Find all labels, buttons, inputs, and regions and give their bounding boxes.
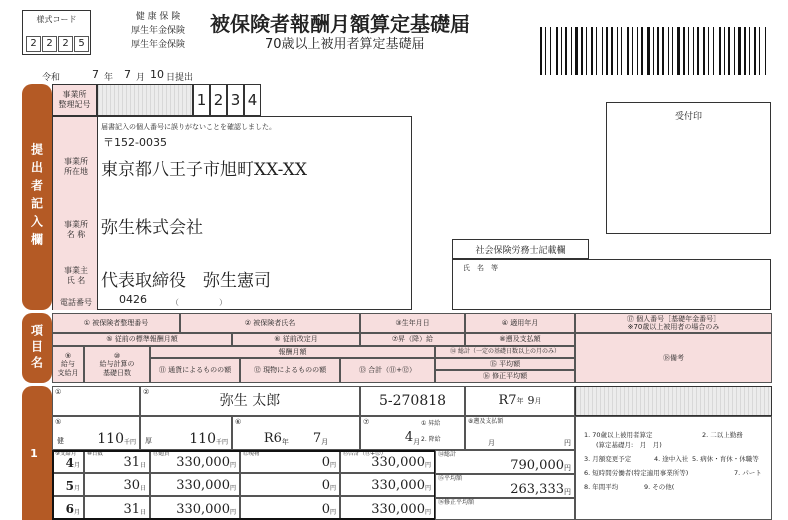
header-retro: ⑧遡及支払額 xyxy=(465,333,575,346)
average-label: ⑮平均額 xyxy=(438,475,463,482)
remark-option: 3. 月額変更予定 xyxy=(584,455,632,463)
birth-date[interactable]: 5-270818 xyxy=(360,386,465,416)
grand-total-cell[interactable] xyxy=(435,450,575,474)
yen-unit: 円 xyxy=(229,508,236,516)
items-side-label xyxy=(22,313,52,383)
health-label: 健 xyxy=(57,437,64,445)
header-insured-number: ① 被保険者整理番号 xyxy=(52,313,180,333)
raise-cell[interactable]: ⑦ 4 月 ① 昇給 2. 降給 xyxy=(360,416,465,450)
month-unit: 月 xyxy=(534,396,542,405)
owner-label: 事業主 氏 名 xyxy=(64,266,88,286)
yen-unit: 円 xyxy=(564,439,571,447)
header-prev-revision: ⑥ 従前改定月 xyxy=(232,333,360,346)
corrected-average-label: ⑯修正平均額 xyxy=(438,499,475,506)
retro-cell[interactable] xyxy=(465,416,575,450)
raise-option: ① 昇給 xyxy=(421,420,441,427)
currency-cell[interactable] xyxy=(150,496,240,520)
day-unit: 日 xyxy=(139,508,146,516)
header-17-note: ※70歳以上被用者の場合のみ xyxy=(627,323,720,331)
pay-month-cell[interactable] xyxy=(52,473,84,496)
era-label: 令和 xyxy=(42,73,61,83)
office-address[interactable]: 東京都八王子市旭町XX-XX xyxy=(101,160,307,180)
header-corrected-average: ⑯ 修正平均額 xyxy=(435,370,575,383)
raise-month: 4 xyxy=(404,429,414,445)
goods-amount: 0 xyxy=(321,455,330,471)
yen-unit: 円 xyxy=(424,462,431,470)
total-amount: 330,000 xyxy=(371,501,425,517)
pay-month: 5 xyxy=(65,478,74,493)
pay-month-cell[interactable] xyxy=(52,450,84,473)
unit: 千円 xyxy=(123,438,136,446)
remark-option: 1. 70歳以上被用者算定 xyxy=(584,431,653,439)
total-label: ⑬合計（⑪+⑫） xyxy=(343,451,387,457)
header-insured-name: ② 被保険者氏名 xyxy=(180,313,360,333)
insured-number-cell[interactable] xyxy=(52,386,140,416)
month-unit: 月 xyxy=(321,437,329,446)
goods-cell[interactable] xyxy=(240,496,340,520)
average-cell[interactable] xyxy=(435,474,575,498)
goods-cell[interactable] xyxy=(240,473,340,496)
office-number xyxy=(193,84,261,116)
month-unit: 月 xyxy=(73,485,80,493)
name-label: 事業所 名 称 xyxy=(64,220,88,240)
insurance-type: 厚生年金保険 xyxy=(131,40,186,50)
sharoushi-name-label: 氏 名 等 xyxy=(463,264,498,272)
base-days-cell[interactable] xyxy=(84,496,150,520)
header-prev-salary: ⑤ 従前の標準報酬月額 xyxy=(52,333,232,346)
corrected-average-cell[interactable] xyxy=(435,498,575,520)
prev-pension-value: 110 xyxy=(189,430,216,447)
office-info-block xyxy=(52,116,412,310)
confirm-note: 届書記入の個人番号に誤りがないことを確認しました。 xyxy=(101,123,276,131)
yen-unit: 円 xyxy=(229,462,236,470)
header-total: ⑬ 合計（⑪+⑫） xyxy=(340,358,435,383)
header-monthly-pay: 報酬月額 xyxy=(150,346,435,358)
total-amount: 330,000 xyxy=(371,478,425,494)
header-average: ⑮ 平均額 xyxy=(435,358,575,370)
form-code-label: 様式コード xyxy=(36,15,77,24)
header-grand-total: ⑭ 総計（一定の基礎日数以上の月のみ） xyxy=(435,346,575,358)
base-days: 30 xyxy=(123,478,140,494)
month-unit: 月 xyxy=(488,439,495,447)
grand-total-label: ⑭総計 xyxy=(438,451,457,458)
remark-option: 7. パート xyxy=(734,469,762,477)
form-subtitle: 70歳以上被用者算定基礎届 xyxy=(265,37,425,52)
base-days-cell[interactable] xyxy=(84,473,150,496)
month-unit: 月 xyxy=(136,73,146,83)
form-title: 被保険者報酬月額算定基礎届 xyxy=(210,12,470,36)
year-unit: 年 xyxy=(104,73,114,83)
apply-month: 9 xyxy=(527,393,535,407)
submitter-side-label xyxy=(22,84,52,310)
yen-unit: 円 xyxy=(329,508,336,516)
owner-name[interactable]: 代表取締役 弥生憲司 xyxy=(101,271,271,291)
year-unit: 年 xyxy=(516,396,524,405)
sharoushi-label: 社会保険労務士記載欄 xyxy=(452,239,589,259)
submit-month: 7 xyxy=(124,68,131,81)
month-unit: 月 xyxy=(73,462,80,470)
remark-option: 4. 途中入社 xyxy=(654,455,689,463)
apply-month-cell[interactable] xyxy=(465,386,575,416)
phone-paren: （ ） xyxy=(171,298,227,307)
goods-label: ⑫現物 xyxy=(243,451,260,457)
retro-label: ⑧遡及支払額 xyxy=(468,418,504,425)
insured-name[interactable]: 弥生 太郎 xyxy=(219,392,281,409)
yen-unit: 円 xyxy=(329,485,336,493)
remark-option: 5. 病休・育休・休職等 xyxy=(692,455,759,463)
day-suffix: 日提出 xyxy=(166,73,194,83)
goods-cell[interactable] xyxy=(240,450,340,473)
base-days: 31 xyxy=(123,455,140,471)
month-unit: 月 xyxy=(73,508,80,516)
submit-day: 10 xyxy=(150,68,164,81)
yen-unit: 円 xyxy=(424,485,431,493)
remarks-cell[interactable] xyxy=(575,416,772,520)
yen-unit: 円 xyxy=(424,508,431,516)
grand-total: 790,000 xyxy=(510,457,564,473)
header-currency: ⑪ 通貨によるものの額 xyxy=(150,358,240,383)
remark-option: 8. 年間平均 xyxy=(584,483,619,491)
header-pay-month: ⑨ 給与 支給月 xyxy=(52,346,84,383)
month-unit: 月 xyxy=(413,437,421,446)
row-number: 1 xyxy=(30,446,44,460)
header-raise: ⑦昇（降）給 xyxy=(360,333,465,346)
prev-era: R6 xyxy=(263,430,282,446)
remark-option: 9. その他( xyxy=(644,483,675,491)
submit-year: 7 xyxy=(92,68,99,81)
year-unit: 年 xyxy=(281,437,289,446)
pay-month-label: ⑨支給月 xyxy=(55,451,77,457)
currency-amount: 330,000 xyxy=(176,501,230,517)
submitter-side-text: 提出者記入欄 xyxy=(29,143,44,251)
office-number-digit[interactable]: 4 xyxy=(244,84,261,116)
yen-unit: 円 xyxy=(229,485,236,493)
form-code-digit: 5 xyxy=(74,36,89,52)
base-days: 31 xyxy=(123,501,140,517)
prev-health-value: 110 xyxy=(97,430,124,447)
currency-cell[interactable] xyxy=(150,473,240,496)
yen-unit: 円 xyxy=(329,462,336,470)
phone-label: 電話番号 xyxy=(60,298,92,307)
currency-label: ⑪通貨 xyxy=(153,451,170,457)
header-apply-month: ④ 適用年月 xyxy=(465,313,575,333)
remark-option: (算定基礎月: 月 月) xyxy=(596,441,662,449)
individual-number-cells[interactable] xyxy=(575,386,772,416)
phone-number[interactable]: 0426 xyxy=(119,293,147,306)
items-side-text: 項目名 xyxy=(29,324,44,372)
yen-unit: 円 xyxy=(564,487,571,496)
office-name[interactable]: 弥生株式会社 xyxy=(101,218,203,238)
receipt-label: 受付印 xyxy=(674,112,702,122)
total-cell[interactable] xyxy=(340,496,435,520)
day-unit: 日 xyxy=(139,462,146,470)
receipt-stamp-box xyxy=(606,102,771,234)
total-cell[interactable] xyxy=(340,473,435,496)
sharoushi-box[interactable] xyxy=(452,259,771,310)
total-amount: 330,000 xyxy=(371,455,425,471)
header-goods: ⑫ 現物によるものの額 xyxy=(240,358,340,383)
row-number-label xyxy=(22,386,52,520)
average: 263,333 xyxy=(510,481,564,497)
form-code-digit: 2 xyxy=(58,36,73,52)
currency-amount: 330,000 xyxy=(176,455,230,471)
remark-option: 6. 短時間労働者(特定適用事業所等) xyxy=(584,469,689,477)
prev-month: 7 xyxy=(312,430,322,446)
prev-pension-cell[interactable] xyxy=(140,416,232,450)
header-base-days: ⑩ 給与計算の 基礎日数 xyxy=(84,346,150,383)
goods-amount: 0 xyxy=(321,501,330,517)
insurance-type: 健 康 保 険 xyxy=(135,12,181,22)
header-birthdate: ③生年月日 xyxy=(360,313,465,333)
total-cell[interactable] xyxy=(340,450,435,473)
lower-option: 2. 降給 xyxy=(421,436,441,443)
currency-cell[interactable] xyxy=(150,450,240,473)
address-label: 事業所 所在地 xyxy=(64,157,88,177)
postal-code[interactable]: 〒152-0035 xyxy=(103,136,167,149)
pay-month-cell[interactable] xyxy=(52,496,84,520)
remark-option: 2. 二以上勤務 xyxy=(702,431,743,439)
form-code-digit: 2 xyxy=(26,36,41,52)
pay-month: 4 xyxy=(65,455,74,470)
unit: 千円 xyxy=(215,438,228,446)
apply-year: R7 xyxy=(498,392,517,408)
form-code-digit: 2 xyxy=(42,36,57,52)
insurance-type: 厚生年金保険 xyxy=(131,26,186,36)
header-individual-number xyxy=(575,313,772,333)
form-code-box xyxy=(22,10,91,55)
office-code-cells[interactable] xyxy=(97,84,193,116)
header-remarks: ⑱備考 xyxy=(575,333,772,383)
pay-month: 6 xyxy=(65,502,74,517)
goods-amount: 0 xyxy=(321,478,330,494)
office-number-digit[interactable]: 3 xyxy=(227,84,244,116)
office-number-digit[interactable]: 1 xyxy=(193,84,210,116)
office-number-digit[interactable]: 2 xyxy=(210,84,227,116)
prev-health-cell[interactable]: 健 ⑤ 110 千円 xyxy=(52,416,140,450)
yen-unit: 円 xyxy=(564,463,571,472)
day-unit: 日 xyxy=(139,485,146,493)
barcode-image xyxy=(540,25,770,77)
pension-label: 厚 xyxy=(145,437,152,445)
base-days-cell[interactable] xyxy=(84,450,150,473)
office-code-label: 事業所 整理記号 xyxy=(52,84,97,116)
insured-name-cell[interactable] xyxy=(140,386,360,416)
prev-revision-cell[interactable]: ⑥ R6 年 7 月 xyxy=(232,416,360,450)
currency-amount: 330,000 xyxy=(176,478,230,494)
header-17-text: ⑰ 個人番号［基礎年金番号］ xyxy=(626,314,721,323)
insurance-types xyxy=(131,10,185,52)
days-label: ⑩日数 xyxy=(87,451,103,457)
